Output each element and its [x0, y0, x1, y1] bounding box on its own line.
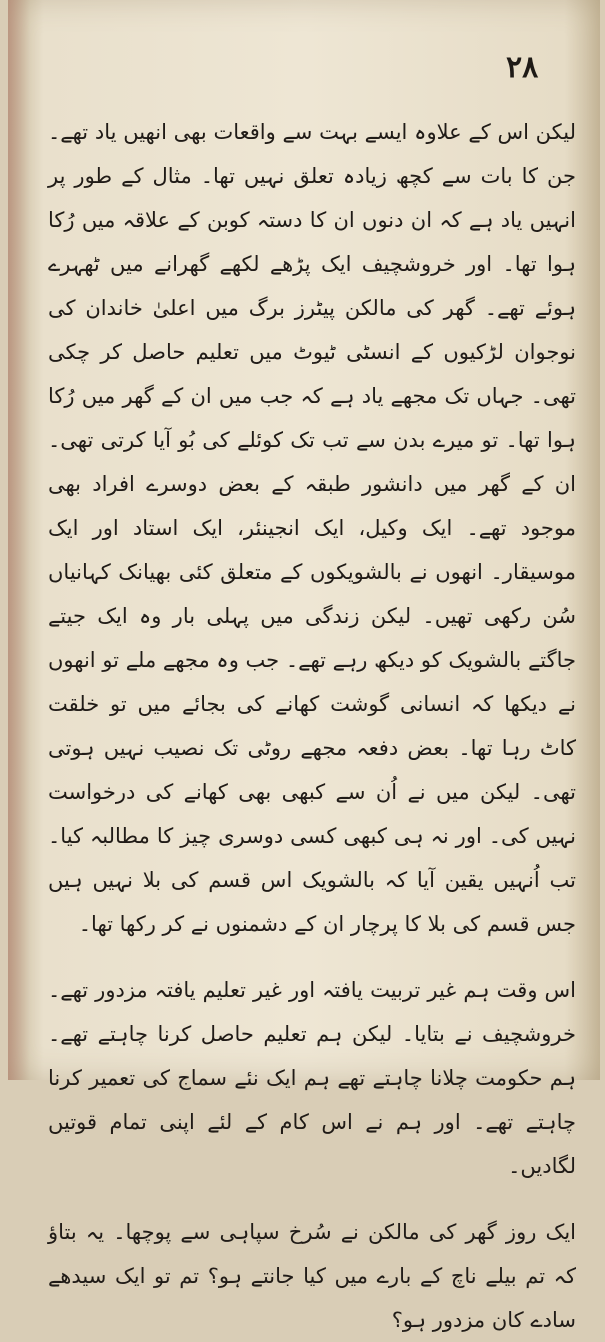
paragraph-1: لیکن اس کے علاوہ ایسے بہت سے واقعات بھی انھیں یاد تھے۔ جن کا بات سے کچھ زیادہ تعلق نہیں تھا۔ مثال کے طور پر انہیں یاد ہے کہ ان دنوں ان کا دستہ کوبن کے علاقہ میں رُکا ہوا تھا۔ اور خروشچیف ایک پڑھے لکھے گھرانے میں ٹھہرے ہوئے تھے۔ گھر کی مالکن پیٹرز برگ میں اعلیٰ خاندان کی نوجوان لڑکیوں کے انسٹی ٹیوٹ میں تعلیم حاصل کر چکی تھی۔ جہاں تک مجھے یاد ہے کہ جب میں ان کے گھر میں رُکا ہوا تھا۔ تو میرے بدن سے تب تک کوئلے کی بُو آیا کرتی تھی۔ ان کے گھر میں دانشور طبقہ کے بعض دوسرے افراد بھی موجود تھے۔ ایک وکیل، ایک انجینئر، ایک استاد اور ایک موسیقار۔ انھوں نے بالشویکوں کے متعلق کئی بھیانک کہانیاں سُن رکھی تھیں۔ لیکن زندگی میں پہلی بار وہ ایک جیتے جاگتے بالشویک کو دیکھ رہے تھے۔ جب وہ مجھے ملے تو انھوں نے دیکھا کہ انسانی گوشت کھانے کی بجائے میں تو خلقت کاٹ رہا تھا۔ بعض دفعہ مجھے روٹی تک نصیب نہیں ہوتی تھی۔ لیکن میں نے اُن سے کبھی بھی کھانے کی درخواست نہیں کی۔ اور نہ ہی کبھی کسی دوسری چیز کا مطالبہ کیا۔ تب اُنہیں یقین آیا کہ بالشویک اس قسم کی بلا نہیں ہیں جس قسم کی بلا کا پرچار ان کے دشمنوں نے کر رکھا تھا۔ [48, 120, 576, 936]
paragraph-3: ایک روز گھر کی مالکن نے سُرخ سپاہی سے پوچھا۔ یہ بتاؤ کہ تم بیلے ناچ کے بارے میں کیا جانتے ہو؟ تم تو ایک سیدھے سادے کان مزدور ہو؟ [48, 1220, 576, 1332]
page-edge-stain [8, 0, 30, 1080]
paragraph-2: اس وقت ہم غیر تربیت یافتہ اور غیر تعلیم یافتہ مزدور تھے۔ خروشچیف نے بتایا۔ لیکن ہم تعلیم حاصل کرنا چاہتے تھے۔ ہم حکومت چلانا چاہتے تھے ہم ایک نئے سماج کی تعمیر کرنا چاہتے تھے۔ اور ہم نے اس کام کے لئے اپنی تمام قوتیں لگادیں۔ [48, 978, 576, 1178]
page-number: ۲۸ [506, 50, 539, 85]
book-page [8, 0, 600, 1332]
page-body-text [48, 110, 576, 1342]
